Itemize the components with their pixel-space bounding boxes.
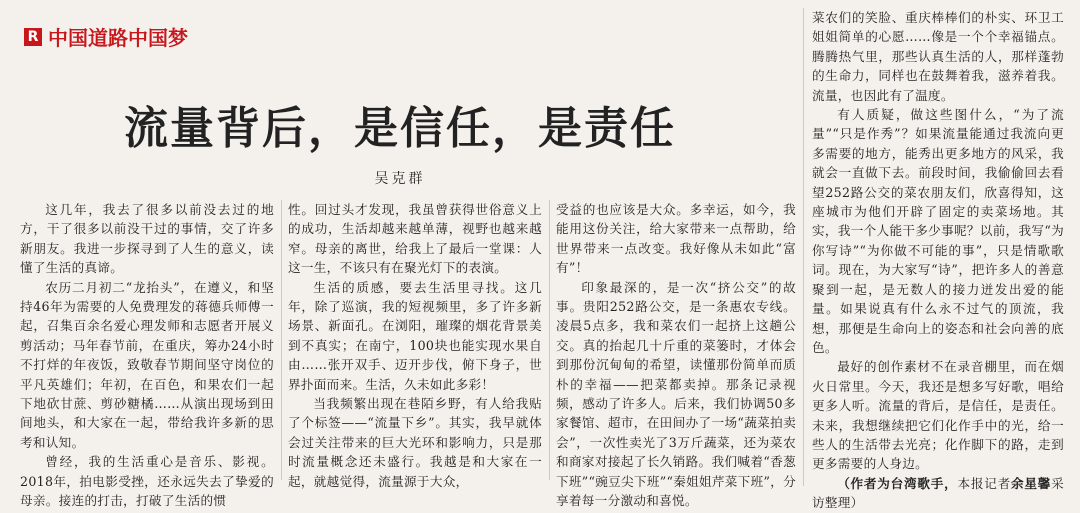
paragraph: 这几年，我去了很多以前没去过的地方，干了很多以前没干过的事情，交了许多新朋友。我进一步探寻到了人生的意义，读懂了生活的真谛。 [20, 202, 274, 276]
column-tag [24, 22, 188, 51]
article-column-1 [20, 200, 274, 511]
paragraph: 受益的也应该是大众。多幸运，如今，我能用这份关注，给大家带来一点帮助，给世界带来一点改变。我好像从未如此“富有”！ [556, 202, 796, 276]
paragraph: 印象最深的，是一次“挤公交”的故事。贵阳252路公交，是一条惠农专线。凌晨5点多，我和菜农们一起挤上这趟公交。真的抬起几十斤重的菜篓时，才体会到那份沉甸甸的希望，读懂那份简单而质朴的幸福——把菜都卖掉。那条记录视频，感动了许多人。后来，我们协调50多家餐馆、超市，在田间办了一场“蔬菜拍卖会”，一次性卖光了3万斤蔬菜，还为菜农和商家对接起了长久销路。我们喊着“香葱下班”“豌豆尖下班”“秦姐姐芹菜下班”，分享着每一分激动和喜悦。 [556, 279, 796, 509]
author-note [812, 474, 1064, 513]
article-column-3 [556, 200, 796, 511]
r-badge-icon: R [24, 28, 42, 46]
column-name: 中国道路中国梦 [48, 26, 188, 50]
author-note-bold: （作者为台湾歌手， [837, 475, 958, 491]
author-note-end: 采访整理） [812, 475, 1065, 511]
author-note-rest: 本报记者 [957, 475, 1011, 491]
paragraph: 有人质疑，做这些图什么，“为了流量”“只是作秀”？如果流量能通过我流向更多需要的地方，能秀出更多地方的风采，我就会一直做下去。前段时间，我偷偷回去看望252路公交的菜农朋友们，欣喜得知，这座城市为他们开辟了固定的卖菜场地。其实，我一个人能干多少事呢？以前，我写“为你写诗”“为你做不可能的事”，只是情歌歌词。现在，为大家写“诗”，把许多人的善意聚到一起，是无数人的接力迸发出爱的能量。如果说真有什么永不过气的顶流，我想，那便是生命向上的姿态和社会向善的底色。 [812, 107, 1064, 355]
paragraph: 菜农们的笑脸、重庆棒棒们的朴实、环卫工姐姐简单的心愿……像是一个个幸福锚点。腾腾热气里，那些认真生活的人，那样蓬勃的生命力，同样也在鼓舞着我，滋养着我。流量，也因此有了温度。 [812, 10, 1064, 103]
paragraph: 性。回过头才发现，我虽曾获得世俗意义上的成功，生活却越来越单薄，视野也越来越窄。母亲的离世，给我上了最后一堂课：人这一生，不该只有在聚光灯下的表演。 [288, 202, 542, 276]
author-note-reporter: 余星馨 [1011, 475, 1052, 491]
article-column-4 [812, 8, 1064, 513]
column-divider [549, 200, 550, 480]
column-divider [281, 200, 282, 480]
paragraph: 曾经，我的生活重心是音乐、影视。2018年，拍电影受挫，还永远失去了挚爱的母亲。接连的打击，打破了生活的惯 [20, 454, 274, 509]
paragraph: 当我频繁出现在巷陌乡野，有人给我贴了个标签——“流量下乡”。其实，我早就体会过关注带来的巨大光环和影响力，只是那时流量概念还未盛行。我越是和大家在一起，就越觉得，流量源于大众， [288, 396, 542, 489]
paragraph: 农历二月初二“龙抬头”，在遵义，和坚持46年为需要的人免费理发的蒋德兵师傅一起，召集百余名爱心理发师和志愿者开展义剪活动；马年春节前，在重庆，筹办24小时不打烊的年夜饭，致敬春节期间坚守岗位的平凡英雄们；年初，在百色，和果农们一起下地砍甘蔗、剪砂糖橘……从演出现场到田间地头，和大家在一起，带给我许多新的思考和认知。 [20, 279, 274, 450]
paragraph: 生活的质感，要去生活里寻找。这几年，除了巡演，我的短视频里，多了许多新场景、新面孔。在浏阳，璀璨的烟花背景美到不真实；在南宁，100块也能实现水果自由……张开双手、迈开步伐，俯下身子，世界扑面而来。生活，久未如此多彩！ [288, 279, 542, 392]
column-divider [803, 8, 804, 486]
byline: 吴克群 [374, 171, 426, 187]
article-column-2 [288, 200, 542, 491]
headline: 流量背后，是信任，是责任 [124, 103, 676, 154]
paragraph: 最好的创作素材不在录音棚里，而在烟火日常里。今天，我还是想多写好歌，唱给更多人听。流量的背后，是信任，是责任。未来，我想继续把它们化作手中的光，给一些人的生活带去光亮；化作脚下的路，走到更多需要的人身边。 [812, 359, 1064, 472]
